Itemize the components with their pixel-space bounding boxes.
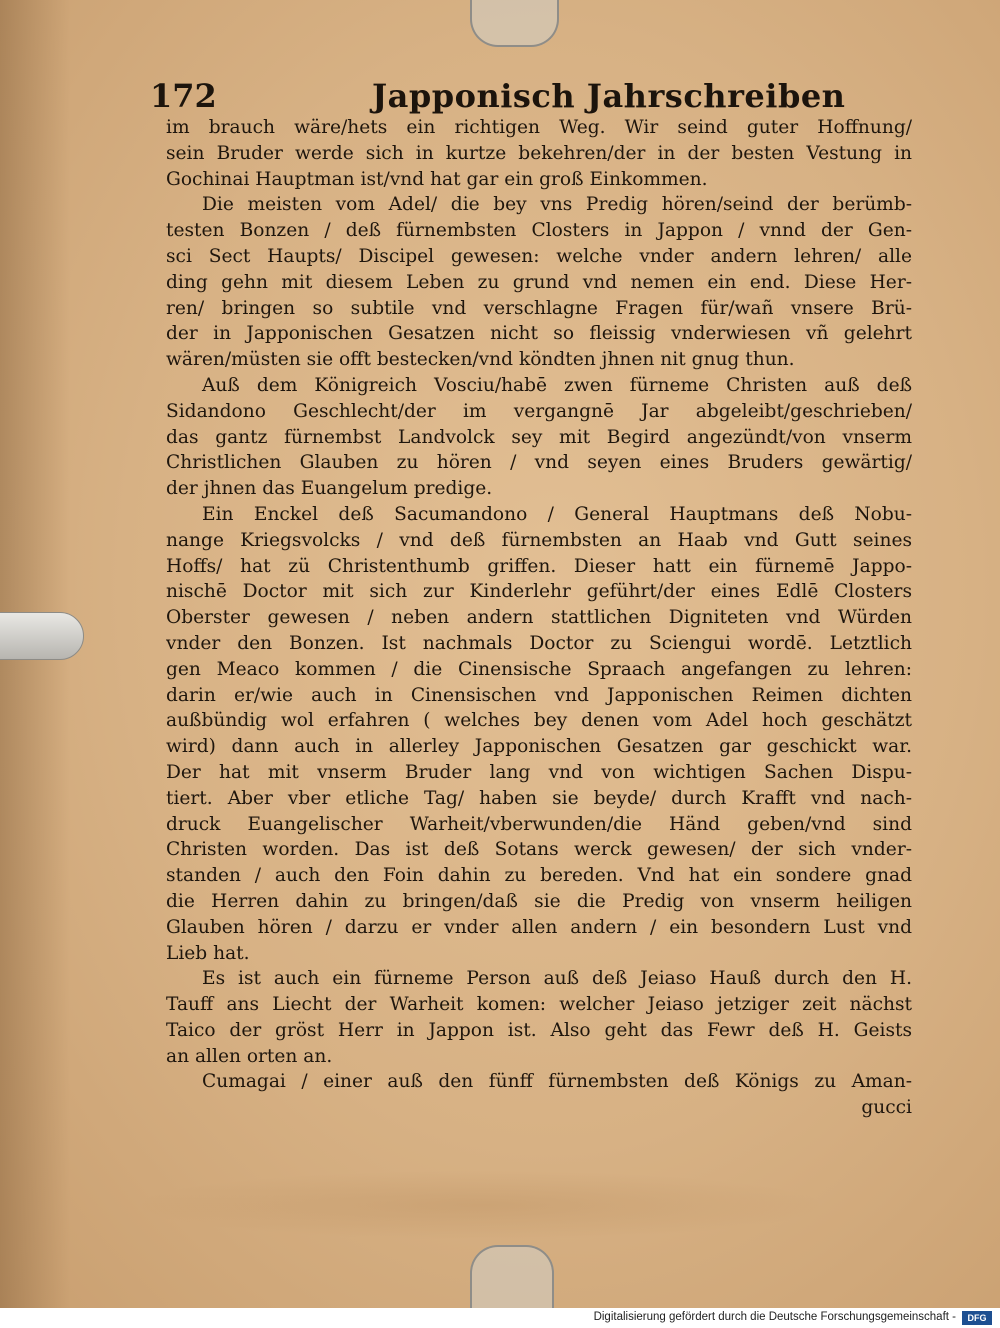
running-title: Japponisch Jahrschreiben — [372, 77, 846, 115]
text-line: Sidandono Geschlecht/der im vergangnē Jar abgeleibt/geschrieben/ — [166, 400, 912, 422]
book-clip-left — [0, 612, 84, 660]
text-line: ding gehn mit diesem Leben zu grund vnd nemen ein end. Diese Her- — [166, 271, 912, 293]
text-line: sein Bruder werde sich in kurtze bekehren/der in der besten Vestung in — [166, 142, 912, 164]
text-line: der jhnen das Euangelum predige. — [166, 478, 493, 500]
text-line: sci Sect Haupts/ Discipel gewesen: welche vnder andern lehren/ alle — [166, 245, 912, 267]
text-line: Cumagai / einer auß den fünff fürnembsten deß Königs zu Aman- — [202, 1071, 912, 1093]
text-line: Glauben hören / darzu er vnder allen andern / ein besondern Lust vnd — [166, 916, 912, 938]
book-clip-bottom — [470, 1245, 554, 1308]
text-line: an allen orten an. — [166, 1045, 333, 1067]
text-line: ren/ bringen so subtile vnd verschlagne Fragen für/wañ vnsere Brü- — [166, 297, 912, 319]
text-line: Taico der gröst Herr in Jappon ist. Also geht das Fewr deß H. Geists — [166, 1019, 912, 1041]
text-line: Christen worden. Das ist deß Sotans werck gewesen/ der sich vnder- — [166, 839, 912, 861]
text-line: die Herren dahin zu bringen/daß sie die Predig von vnserm heiligen — [166, 890, 912, 912]
text-line: gucci — [861, 1097, 912, 1119]
page-number: 172 — [150, 77, 217, 115]
text-line: darin er/wie auch in Cinensischen vnd Japponischen Reimen dichten — [166, 684, 912, 706]
book-clip-top — [470, 0, 559, 47]
body-text — [166, 115, 912, 1121]
text-line: Lieb hat. — [166, 942, 250, 964]
dfg-logo: DFG — [962, 1311, 992, 1325]
text-line: Oberster gewesen / neben andern stattlichen Digniteten vnd Würden — [166, 607, 912, 629]
text-line: Hoffs/ hat zü Christenthumb griffen. Dieser hatt ein fürnemē Jappo- — [166, 555, 912, 577]
text-line: Ein Enckel deß Sacumandono / General Hauptmans deß Nobu- — [202, 503, 912, 525]
text-line: nange Kriegsvolcks / vnd deß fürnembsten an Haab vnd Gutt seines — [166, 529, 912, 551]
text-line: Christlichen Glauben zu hören / vnd seyen eines Bruders gewärtig/ — [166, 452, 912, 474]
text-line: tiert. Aber vber etliche Tag/ haben sie beyde/ durch Krafft vnd nach- — [166, 787, 912, 809]
text-line: druck Euangelischer Warheit/vberwunden/die Händ geben/vnd sind — [166, 813, 912, 835]
text-line: nischē Doctor mit sich zur Kinderlehr geführt/der eines Edlē Closters — [166, 581, 912, 603]
page-header — [150, 74, 910, 118]
text-line: testen Bonzen / deß fürnembsten Closters in Jappon / vnnd der Gen- — [166, 220, 912, 242]
text-line: gen Meaco kommen / die Cinensische Spraach angefangen zu lehren: — [166, 658, 912, 680]
text-line: wird) dann auch in allerley Japponischen Gesatzen gar geschickt war. — [166, 736, 912, 758]
text-line: Auß dem Königreich Vosciu/habē zwen fürneme Christen auß deß — [202, 374, 912, 396]
text-line: im brauch wäre/hets ein richtigen Weg. Wir seind guter Hoffnung/ — [166, 117, 912, 138]
text-line: Der hat mit vnserm Bruder lang vnd von wichtigen Sachen Dispu- — [166, 761, 912, 783]
text-line: vnder den Bonzen. Ist nachmals Doctor zu Sciengui wordē. Letztlich — [166, 632, 912, 654]
funding-credit: Digitalisierung gefördert durch die Deutsche Forschungsgemeinschaft - — [593, 1311, 956, 1323]
text-line: standen / auch den Foin dahin zu bereden. Vnd hat ein sondere gnad — [166, 865, 912, 887]
text-line: Tauff ans Liecht der Warheit komen: welcher Jeiaso jetziger zeit nächst — [166, 994, 912, 1016]
footer-bar — [0, 1308, 1000, 1328]
text-line: Die meisten vom Adel/ die bey vns Predig hören/seind der berümb- — [202, 194, 912, 216]
text-line: Gochinai Hauptman ist/vnd hat gar ein groß Einkommen. — [166, 168, 708, 190]
text-line: außbündig wol erfahren ( welches bey denen vom Adel hoch geschätzt — [166, 710, 912, 732]
text-line: der in Japponischen Gesatzen nicht so fleissig vnderwiesen vñ gelehrt — [166, 323, 912, 345]
text-line: das gantz fürnembst Landvolck sey mit Begird angezündt/von vnserm — [166, 426, 912, 448]
text-line: Es ist auch ein fürneme Person auß deß Jeiaso Hauß durch den H. — [202, 968, 912, 990]
text-line: wären/müsten sie offt bestecken/vnd köndten jhnen nit gnug thun. — [166, 349, 795, 371]
